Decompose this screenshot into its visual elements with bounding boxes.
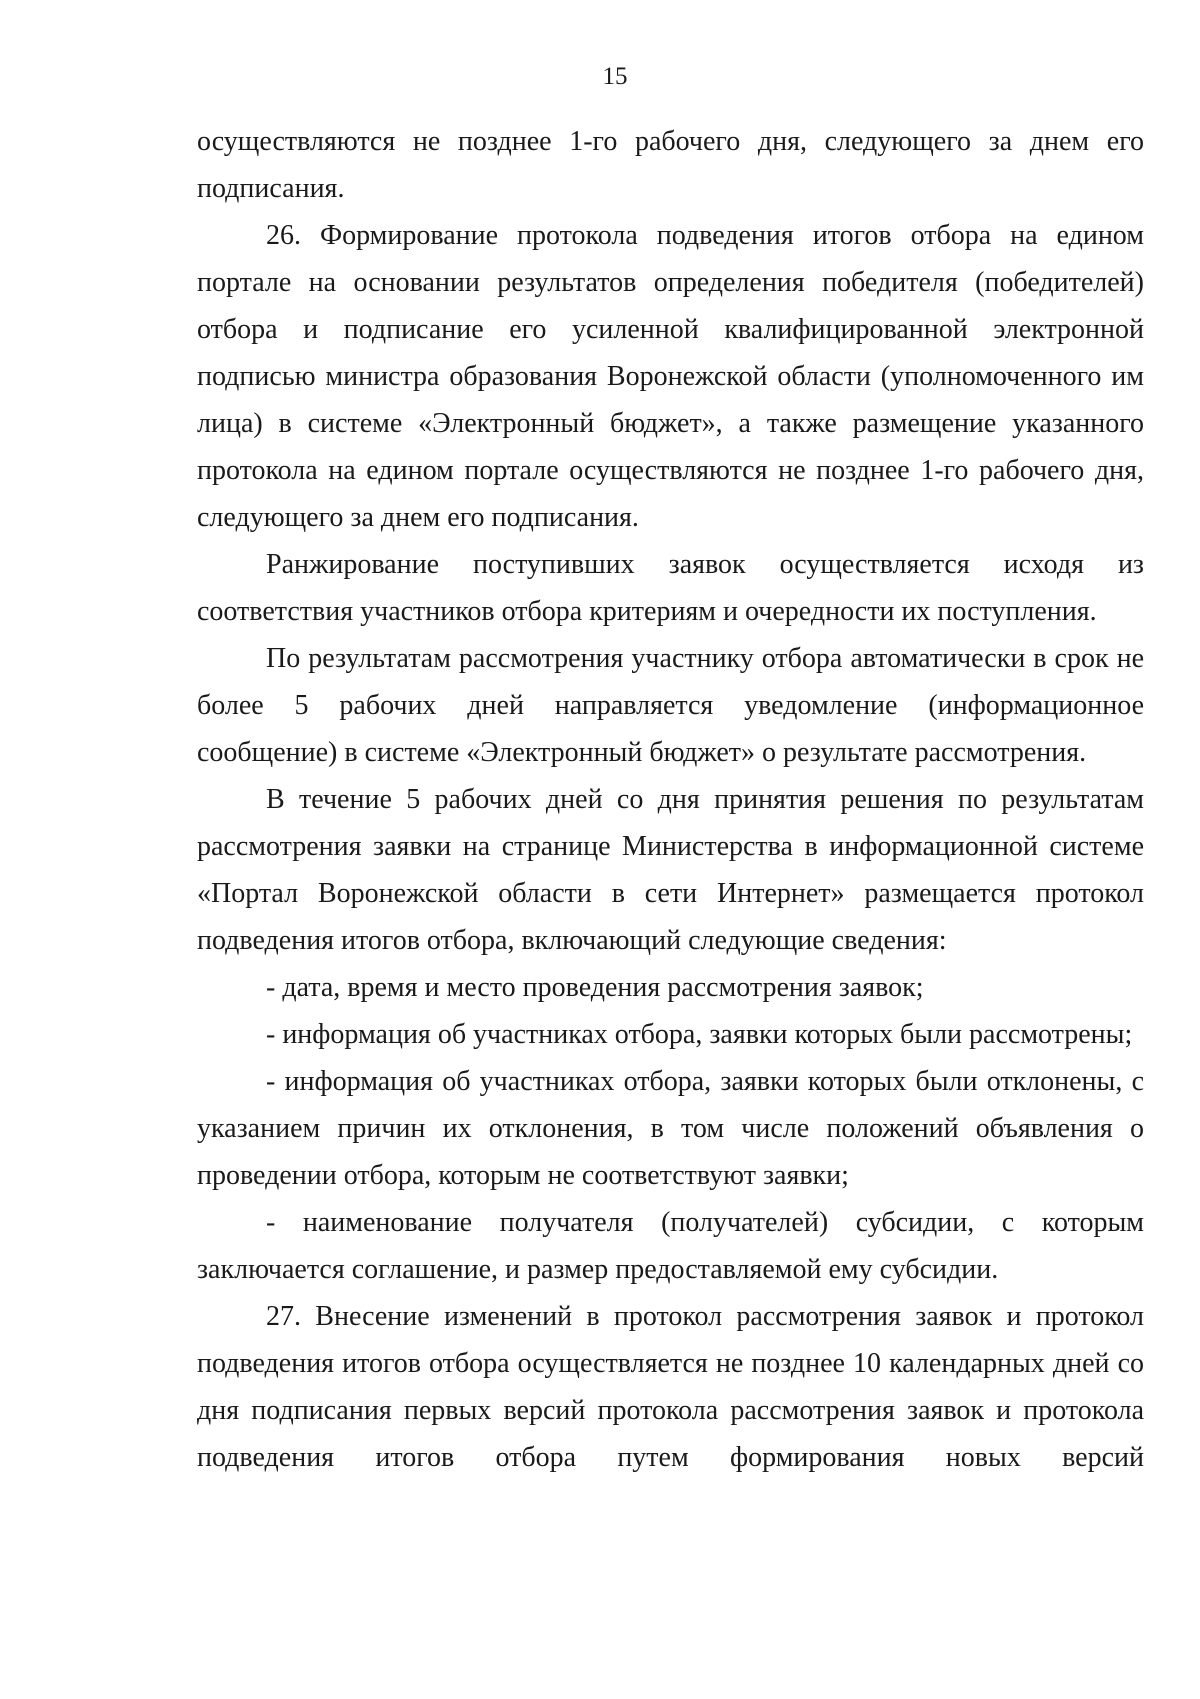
page-number: 15: [602, 63, 628, 90]
paragraph-notification: По результатам рассмотрения участнику отбора автоматически в срок не более 5 рабочих дней направляется уведомление (информационное сообщение) в системе «Электронный бюджет» о результате рассмотрения.: [197, 643, 1144, 768]
list-item-date-time-place: - дата, время и место проведения рассмотрения заявок;: [266, 972, 924, 1003]
list-item-recipients: - наименование получателя (получателей) субсидии, с которым заключается соглашение, и размер предоставляемой ему субсидии.: [197, 1207, 1144, 1285]
paragraph-ranking: Ранжирование поступивших заявок осуществляется исходя из соответствия участников отбора критериям и очередности их поступления.: [197, 549, 1144, 627]
document-body: [197, 118, 1144, 1481]
paragraph-continuation: осуществляются не позднее 1-го рабочего дня, следующего за днем его подписания.: [197, 126, 1144, 204]
paragraph-protocol-publication: В течение 5 рабочих дней со дня принятия решения по результатам рассмотрения заявки на странице Министерства в информационной системе «Портал Воронежской области в сети Интернет» размещается протокол подведения итогов отбора, включающий следующие сведения:: [197, 784, 1144, 956]
list-item-rejected-participants: - информация об участниках отбора, заявки которых были отклонены, с указанием причин их отклонения, в том числе положений объявления о проведении отбора, которым не соответствуют заявки;: [197, 1066, 1144, 1191]
paragraph-item-27: 27. Внесение изменений в протокол рассмотрения заявок и протокол подведения итогов отбора осуществляется не позднее 10 календарных дней со дня подписания первых версий протокола рассмотрения заявок и протокола подведения итогов отбора путем формирования новых версий: [197, 1301, 1144, 1473]
list-item-reviewed-participants: - информация об участниках отбора, заявки которых были рассмотрены;: [266, 1019, 1133, 1050]
paragraph-item-26: 26. Формирование протокола подведения итогов отбора на едином портале на основании результатов определения победителя (победителей) отбора и подписание его усиленной квалифицированной электронной подписью министра образования Воронежской области (уполномоченного им лица) в системе «Электронный бюджет», а также размещение указанного протокола на едином портале осуществляются не позднее 1-го рабочего дня, следующего за днем его подписания.: [197, 220, 1144, 533]
